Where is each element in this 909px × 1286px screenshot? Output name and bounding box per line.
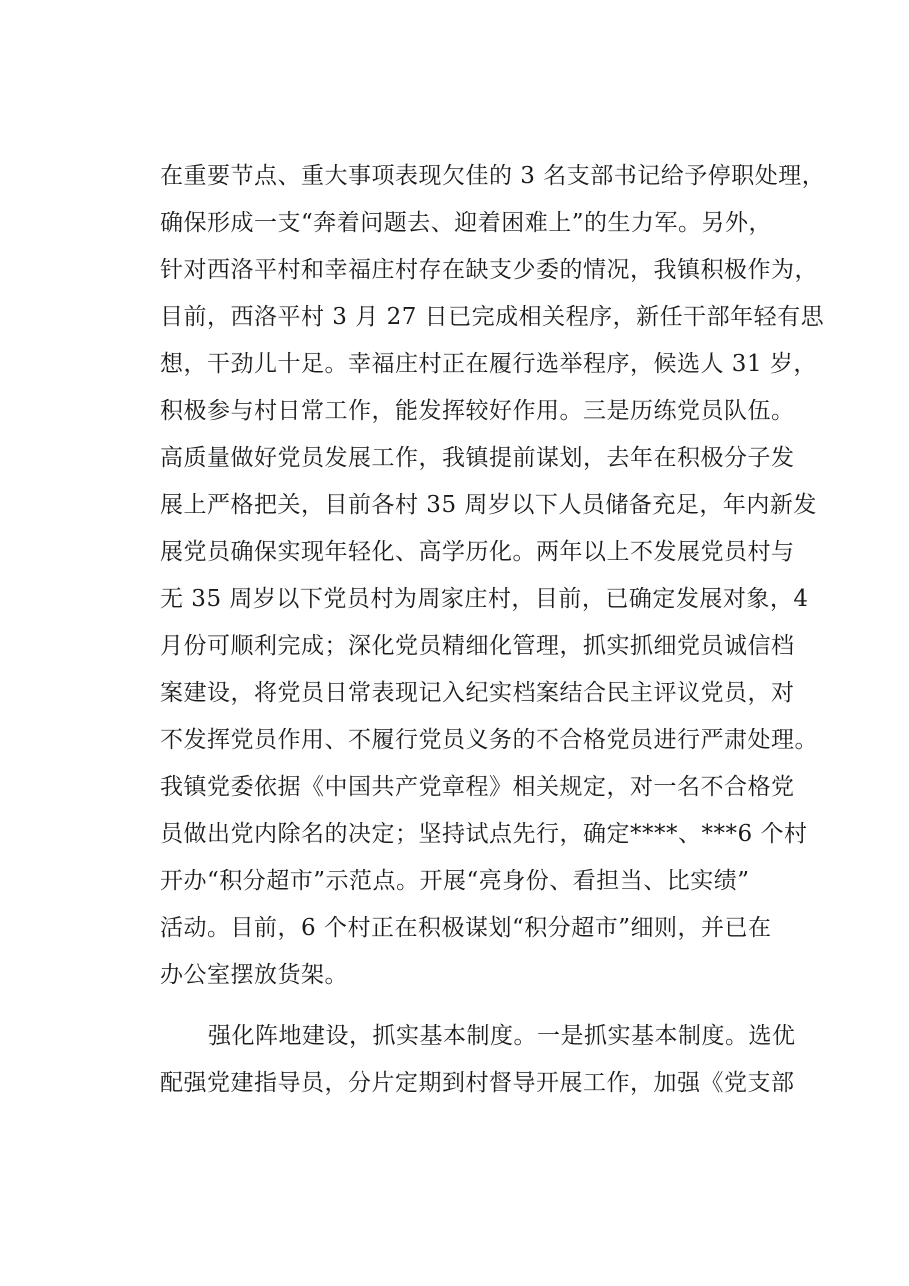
text-line: 在重要节点、重大事项表现欠佳的 3 名支部书记给予停职处理，: [160, 163, 826, 189]
text-line: 确保形成一支“奔着问题去、迎着困难上”的生力军。另外，: [160, 210, 773, 236]
text-line: 月份可顺利完成；深化党员精细化管理，抓实抓细党员诚信档: [160, 633, 795, 659]
text-line: 开办“积分超市”示范点。开展“亮身份、看担当、比实绩”: [160, 868, 750, 894]
text-line: 员做出党内除名的决定；坚持试点先行，确定****、***6 个村: [160, 821, 808, 847]
text-line: 针对西洛平村和幸福庄村存在缺支少委的情况，我镇积极作为，: [160, 257, 818, 283]
text-line: 目前，西洛平村 3 月 27 日已完成相关程序，新任干部年轻有思: [160, 304, 825, 330]
text-line: 展上严格把关，目前各村 35 周岁以下人员储备充足，年内新发: [160, 492, 817, 518]
text-line: 活动。目前，6 个村正在积极谋划“积分超市”细则，并已在: [160, 915, 772, 941]
text-line: 我镇党委依据《中国共产党章程》相关规定，对一名不合格党: [160, 774, 795, 800]
text-line: 想，干劲儿十足。幸福庄村正在履行选举程序，候选人 31 岁，: [160, 351, 817, 377]
text-line: 无 35 周岁以下党员村为周家庄村，目前，已确定发展对象，4: [160, 586, 809, 612]
text-line: 案建设，将党员日常表现记入纪实档案结合民主评议党员，对: [160, 680, 795, 706]
paragraph-first-line: 强化阵地建设，抓实基本制度。一是抓实基本制度。选优: [208, 1023, 796, 1049]
text-line: 积极参与村日常工作，能发挥较好作用。三是历练党员队伍。: [160, 398, 795, 424]
text-line: 展党员确保实现年轻化、高学历化。两年以上不发展党员村与: [160, 539, 795, 565]
text-line: 办公室摆放货架。: [160, 962, 348, 988]
text-line: 配强党建指导员，分片定期到村督导开展工作，加强《党支部: [160, 1070, 795, 1096]
text-line: 高质量做好党员发展工作，我镇提前谋划，去年在积极分子发: [160, 445, 795, 471]
text-line: 不发挥党员作用、不履行党员义务的不合格党员进行严肃处理。: [160, 727, 818, 753]
